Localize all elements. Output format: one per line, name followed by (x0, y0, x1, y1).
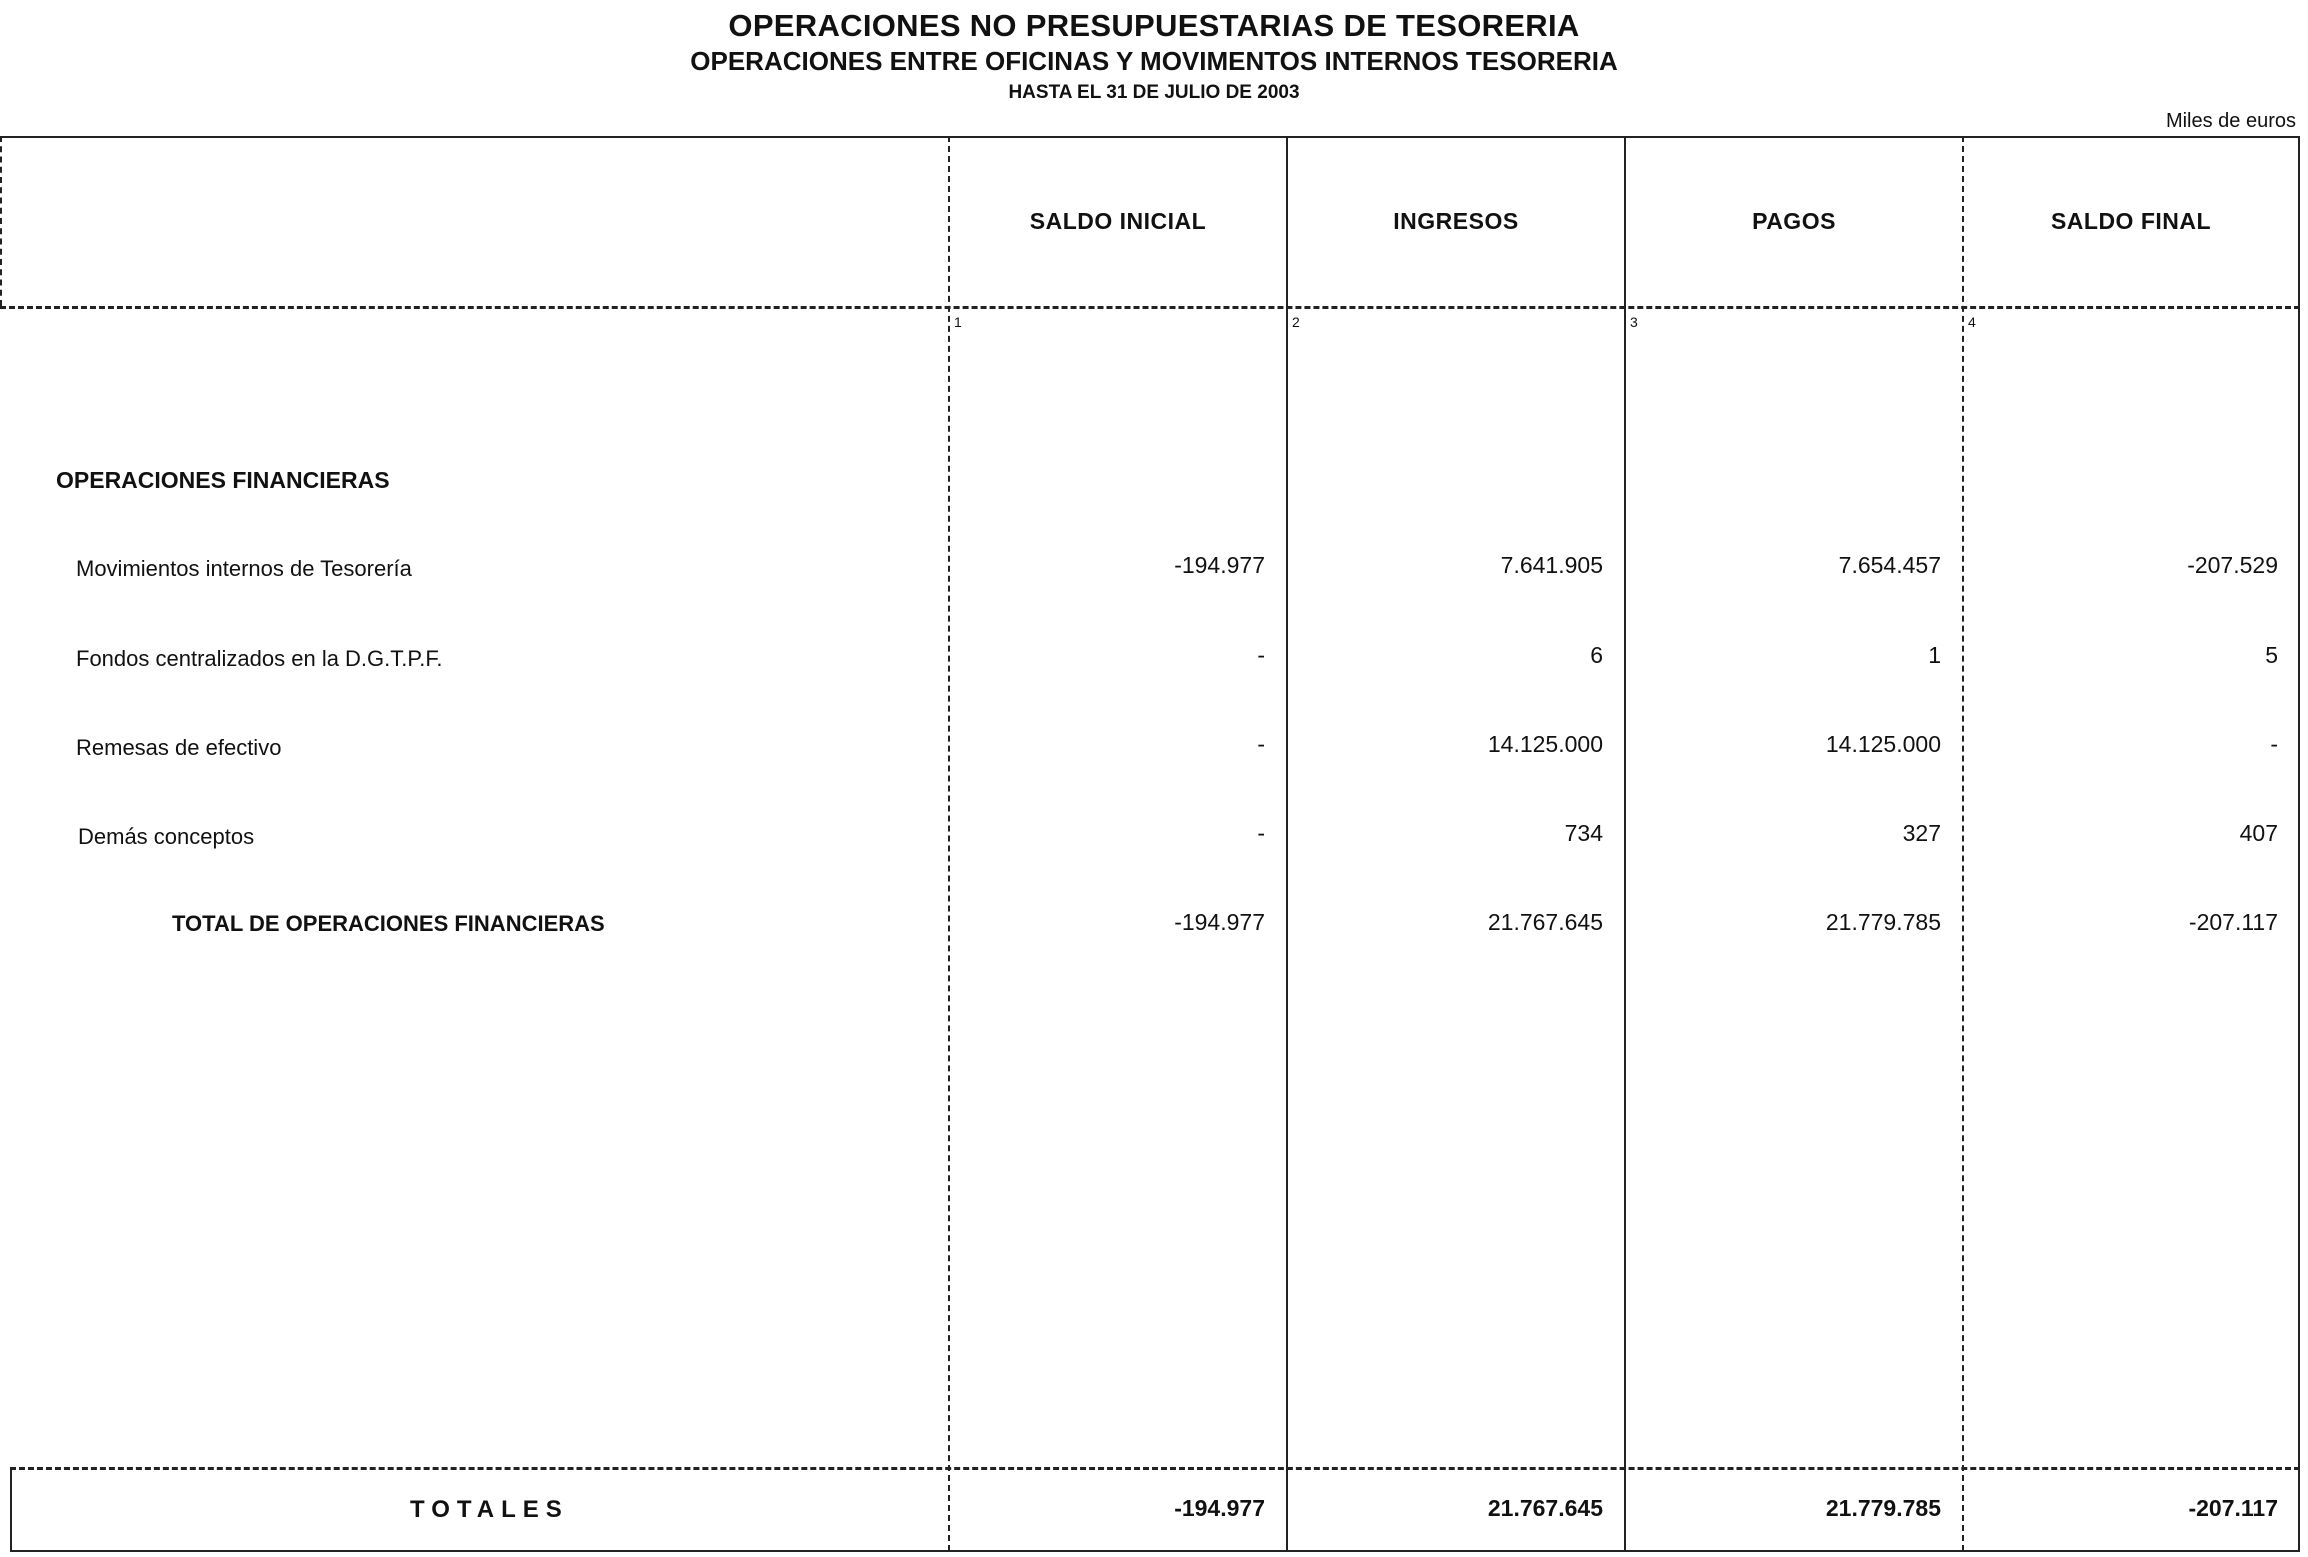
column-separator-2 (1286, 136, 1288, 1551)
cell-saldo-inicial: - (1257, 731, 1265, 757)
column-separator-1 (948, 136, 950, 1551)
cell-ingresos: 734 (1564, 820, 1603, 846)
header-divider (0, 306, 2300, 309)
cell-saldo-final: -207.117 (2188, 1495, 2278, 1521)
cell-ingresos: 14.125.000 (1487, 731, 1603, 757)
cell-ingresos: 21.767.645 (1487, 1495, 1603, 1521)
table-left-border (0, 136, 2, 306)
row-label: Demás conceptos (78, 824, 255, 849)
report-date: HASTA EL 31 DE JULIO DE 2003 (1008, 82, 1300, 103)
row-label: Fondos centralizados en la D.G.T.P.F. (76, 646, 443, 671)
column-separator-3 (1624, 136, 1626, 1551)
cell-pagos: 21.779.785 (1825, 909, 1941, 935)
cell-ingresos: 6 (1590, 642, 1603, 668)
column-header-pagos: PAGOS (1752, 208, 1836, 234)
table-right-border (2298, 136, 2300, 1551)
column-number-2: 2 (1292, 314, 1300, 330)
cell-pagos: 7.654.457 (1838, 552, 1941, 578)
cell-saldo-inicial: -194.977 (1174, 909, 1265, 935)
cell-ingresos: 7.641.905 (1500, 552, 1603, 578)
column-header-ingresos: INGRESOS (1393, 208, 1519, 234)
column-number-1: 1 (954, 314, 962, 330)
cell-saldo-inicial: - (1257, 820, 1265, 846)
units-label: Miles de euros (2165, 110, 2296, 132)
cell-pagos: 14.125.000 (1825, 731, 1941, 757)
row-label: Remesas de efectivo (76, 735, 282, 760)
cell-saldo-final: -207.529 (2187, 552, 2278, 578)
cell-pagos: 21.779.785 (1825, 1495, 1941, 1521)
totals-divider (10, 1467, 2300, 1470)
cell-saldo-final: 5 (2265, 642, 2278, 668)
cell-saldo-inicial: -194.977 (1174, 552, 1265, 578)
cell-saldo-final: 407 (2239, 820, 2278, 846)
cell-saldo-inicial: -194.977 (1174, 1495, 1265, 1521)
section-total-label: TOTAL DE OPERACIONES FINANCIERAS (172, 911, 605, 936)
table-top-border (0, 136, 2300, 138)
column-number-4: 4 (1968, 314, 1976, 330)
totals-left-border (10, 1467, 12, 1551)
cell-pagos: 1 (1928, 642, 1941, 668)
cell-saldo-final: - (2270, 731, 2278, 757)
table-bottom-border (10, 1550, 2300, 1552)
report-subtitle: OPERACIONES ENTRE OFICINAS Y MOVIMENTOS INTERNOS TESORERIA (690, 46, 1618, 76)
cell-pagos: 327 (1902, 820, 1941, 846)
column-separator-4 (1962, 136, 1964, 1551)
totals-label: TOTALES (410, 1496, 569, 1523)
column-header-saldo-final: SALDO FINAL (2050, 208, 2212, 234)
column-header-saldo-inicial: SALDO INICIAL (1029, 208, 1207, 234)
cell-saldo-inicial: - (1257, 642, 1265, 668)
cell-ingresos: 21.767.645 (1487, 909, 1603, 935)
report-title: OPERACIONES NO PRESUPUESTARIAS DE TESORERIA (728, 8, 1580, 43)
cell-saldo-final: -207.117 (2188, 909, 2278, 935)
column-number-3: 3 (1630, 314, 1638, 330)
row-label: Movimientos internos de Tesorería (76, 556, 412, 581)
section-title: OPERACIONES FINANCIERAS (56, 467, 390, 493)
